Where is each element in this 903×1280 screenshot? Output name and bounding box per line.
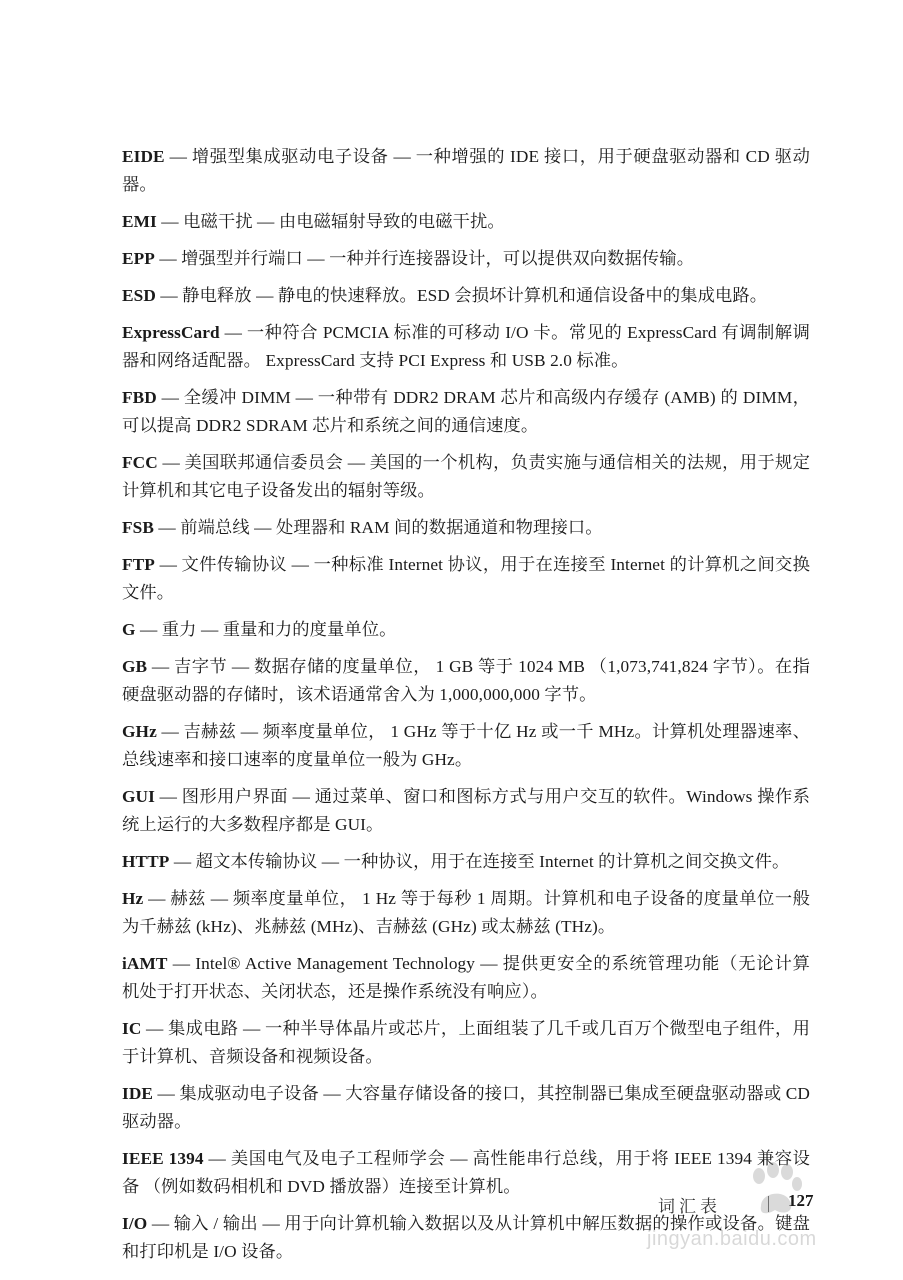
glossary-definition: — 集成驱动电子设备 — 大容量存储设备的接口，其控制器已集成至硬盘驱动器或 CD 驱动器。 (122, 1084, 810, 1131)
glossary-entry-epp (122, 245, 810, 273)
glossary-term: iAMT (122, 954, 168, 973)
page-footer (652, 1190, 822, 1218)
footer-section-title: 词汇表 (658, 1197, 721, 1216)
glossary-entry-http (122, 848, 810, 876)
glossary-term: IDE (122, 1084, 154, 1103)
glossary-definition: — 增强型集成驱动电子设备 — 一种增强的 IDE 接口，用于硬盘驱动器和 CD 驱动器。 (122, 147, 810, 194)
glossary-content (122, 143, 810, 1275)
glossary-definition: — 全缓冲 DIMM — 一种带有 DDR2 DRAM 芯片和高级内存缓存 (AMB) 的 DIMM，可以提高 DDR2 SDRAM 芯片和系统之间的通信速度。 (122, 388, 810, 435)
glossary-definition: — 前端总线 — 处理器和 RAM 间的数据通道和物理接口。 (154, 518, 603, 537)
watermark-url: jingyan.baidu.com (647, 1228, 817, 1250)
glossary-definition: — 美国电气及电子工程师学会 — 高性能串行总线，用于将 IEEE 1394 兼容设备 （例如数码相机和 DVD 播放器）连接至计算机。 (122, 1149, 810, 1196)
glossary-entry-g (122, 616, 810, 644)
glossary-entry-esd (122, 282, 810, 310)
glossary-term: FSB (122, 518, 154, 537)
glossary-term: FCC (122, 453, 158, 472)
glossary-definition: — 输入 / 输出 — 用于向计算机输入数据以及从计算机中解压数据的操作或设备。键盘和打印机是 I/O 设备。 (122, 1214, 810, 1261)
glossary-term: FTP (122, 555, 155, 574)
glossary-definition: — 吉赫兹 — 频率度量单位， 1 GHz 等于十亿 Hz 或一千 MHz。计算机处理器速率、总线速率和接口速率的度量单位一般为 GHz。 (122, 722, 810, 769)
glossary-term: EMI (122, 212, 157, 231)
glossary-term: HTTP (122, 852, 170, 871)
glossary-term: EIDE (122, 147, 165, 166)
glossary-term: Hz (122, 889, 144, 908)
glossary-definition: — 集成电路 — 一种半导体晶片或芯片，上面组装了几千或几百万个微型电子组件，用于计算机、音频设备和视频设备。 (122, 1019, 810, 1066)
glossary-term: ESD (122, 286, 156, 305)
glossary-entry-fbd (122, 384, 810, 440)
glossary-entry-ghz (122, 718, 810, 774)
glossary-entry-eide (122, 143, 810, 199)
glossary-definition: — 重力 — 重量和力的度量单位。 (135, 620, 397, 639)
glossary-definition: — Intel® Active Management Technology — 提供更安全的系统管理功能（无论计算机处于打开状态、关闭状态，还是操作系统没有响应）。 (122, 954, 810, 1001)
glossary-definition: — 电磁干扰 — 由电磁辐射导致的电磁干扰。 (156, 212, 505, 231)
page-number: 127 (788, 1191, 814, 1210)
glossary-definition: — 静电释放 — 静电的快速释放。ESD 会损坏计算机和通信设备中的集成电路。 (155, 286, 768, 305)
glossary-term: FBD (122, 388, 157, 407)
glossary-definition: — 美国联邦通信委员会 — 美国的一个机构，负责实施与通信相关的法规，用于规定计算机和其它电子设备发出的辐射等级。 (122, 453, 810, 500)
glossary-definition: — 增强型并行端口 — 一种并行连接器设计，可以提供双向数据传输。 (154, 249, 695, 268)
glossary-entry-io (122, 1210, 810, 1266)
glossary-term: EPP (122, 249, 155, 268)
glossary-term: IEEE 1394 (122, 1149, 204, 1168)
glossary-definition: — 图形用户界面 — 通过菜单、窗口和图标方式与用户交互的软件。Windows 操作系统上运行的大多数程序都是 GUI。 (122, 787, 810, 834)
glossary-definition: — 一种符合 PCMCIA 标准的可移动 I/O 卡。常见的 ExpressCard 有调制解调器和网络适配器。 ExpressCard 支持 PCI Express 和 USB 2.0 标准。 (122, 323, 810, 370)
glossary-term: IC (122, 1019, 142, 1038)
glossary-entry-hz (122, 885, 810, 941)
glossary-entry-fsb (122, 514, 810, 542)
glossary-entry-gui (122, 783, 810, 839)
glossary-entry-gb (122, 653, 810, 709)
glossary-entry-emi (122, 208, 810, 236)
glossary-term: ExpressCard (122, 323, 220, 342)
glossary-term: GB (122, 657, 148, 676)
glossary-entry-fcc (122, 449, 810, 505)
glossary-definition: — 文件传输协议 — 一种标准 Internet 协议，用于在连接至 Internet 的计算机之间交换文件。 (122, 555, 810, 602)
glossary-term: GUI (122, 787, 155, 806)
glossary-definition: — 超文本传输协议 — 一种协议，用于在连接至 Internet 的计算机之间交换文件。 (169, 852, 790, 871)
footer-divider (768, 1196, 769, 1212)
glossary-entry-expresscard (122, 319, 810, 375)
glossary-entry-ftp (122, 551, 810, 607)
glossary-term: GHz (122, 722, 157, 741)
glossary-term: I/O (122, 1214, 148, 1233)
glossary-entry-ide (122, 1080, 810, 1136)
glossary-entry-ic (122, 1015, 810, 1071)
glossary-term: G (122, 620, 136, 639)
glossary-definition: — 赫兹 — 频率度量单位， 1 Hz 等于每秒 1 周期。计算机和电子设备的度量单位一般为千赫兹 (kHz)、兆赫兹 (MHz)、吉赫兹 (GHz) 或太赫兹 (THz)。 (122, 889, 810, 936)
glossary-entry-iamt (122, 950, 810, 1006)
glossary-definition: — 吉字节 — 数据存储的度量单位， 1 GB 等于 1024 MB （1,073,741,824 字节）。在指硬盘驱动器的存储时，该术语通常舍入为 1,000,000,000 字节。 (122, 657, 810, 704)
